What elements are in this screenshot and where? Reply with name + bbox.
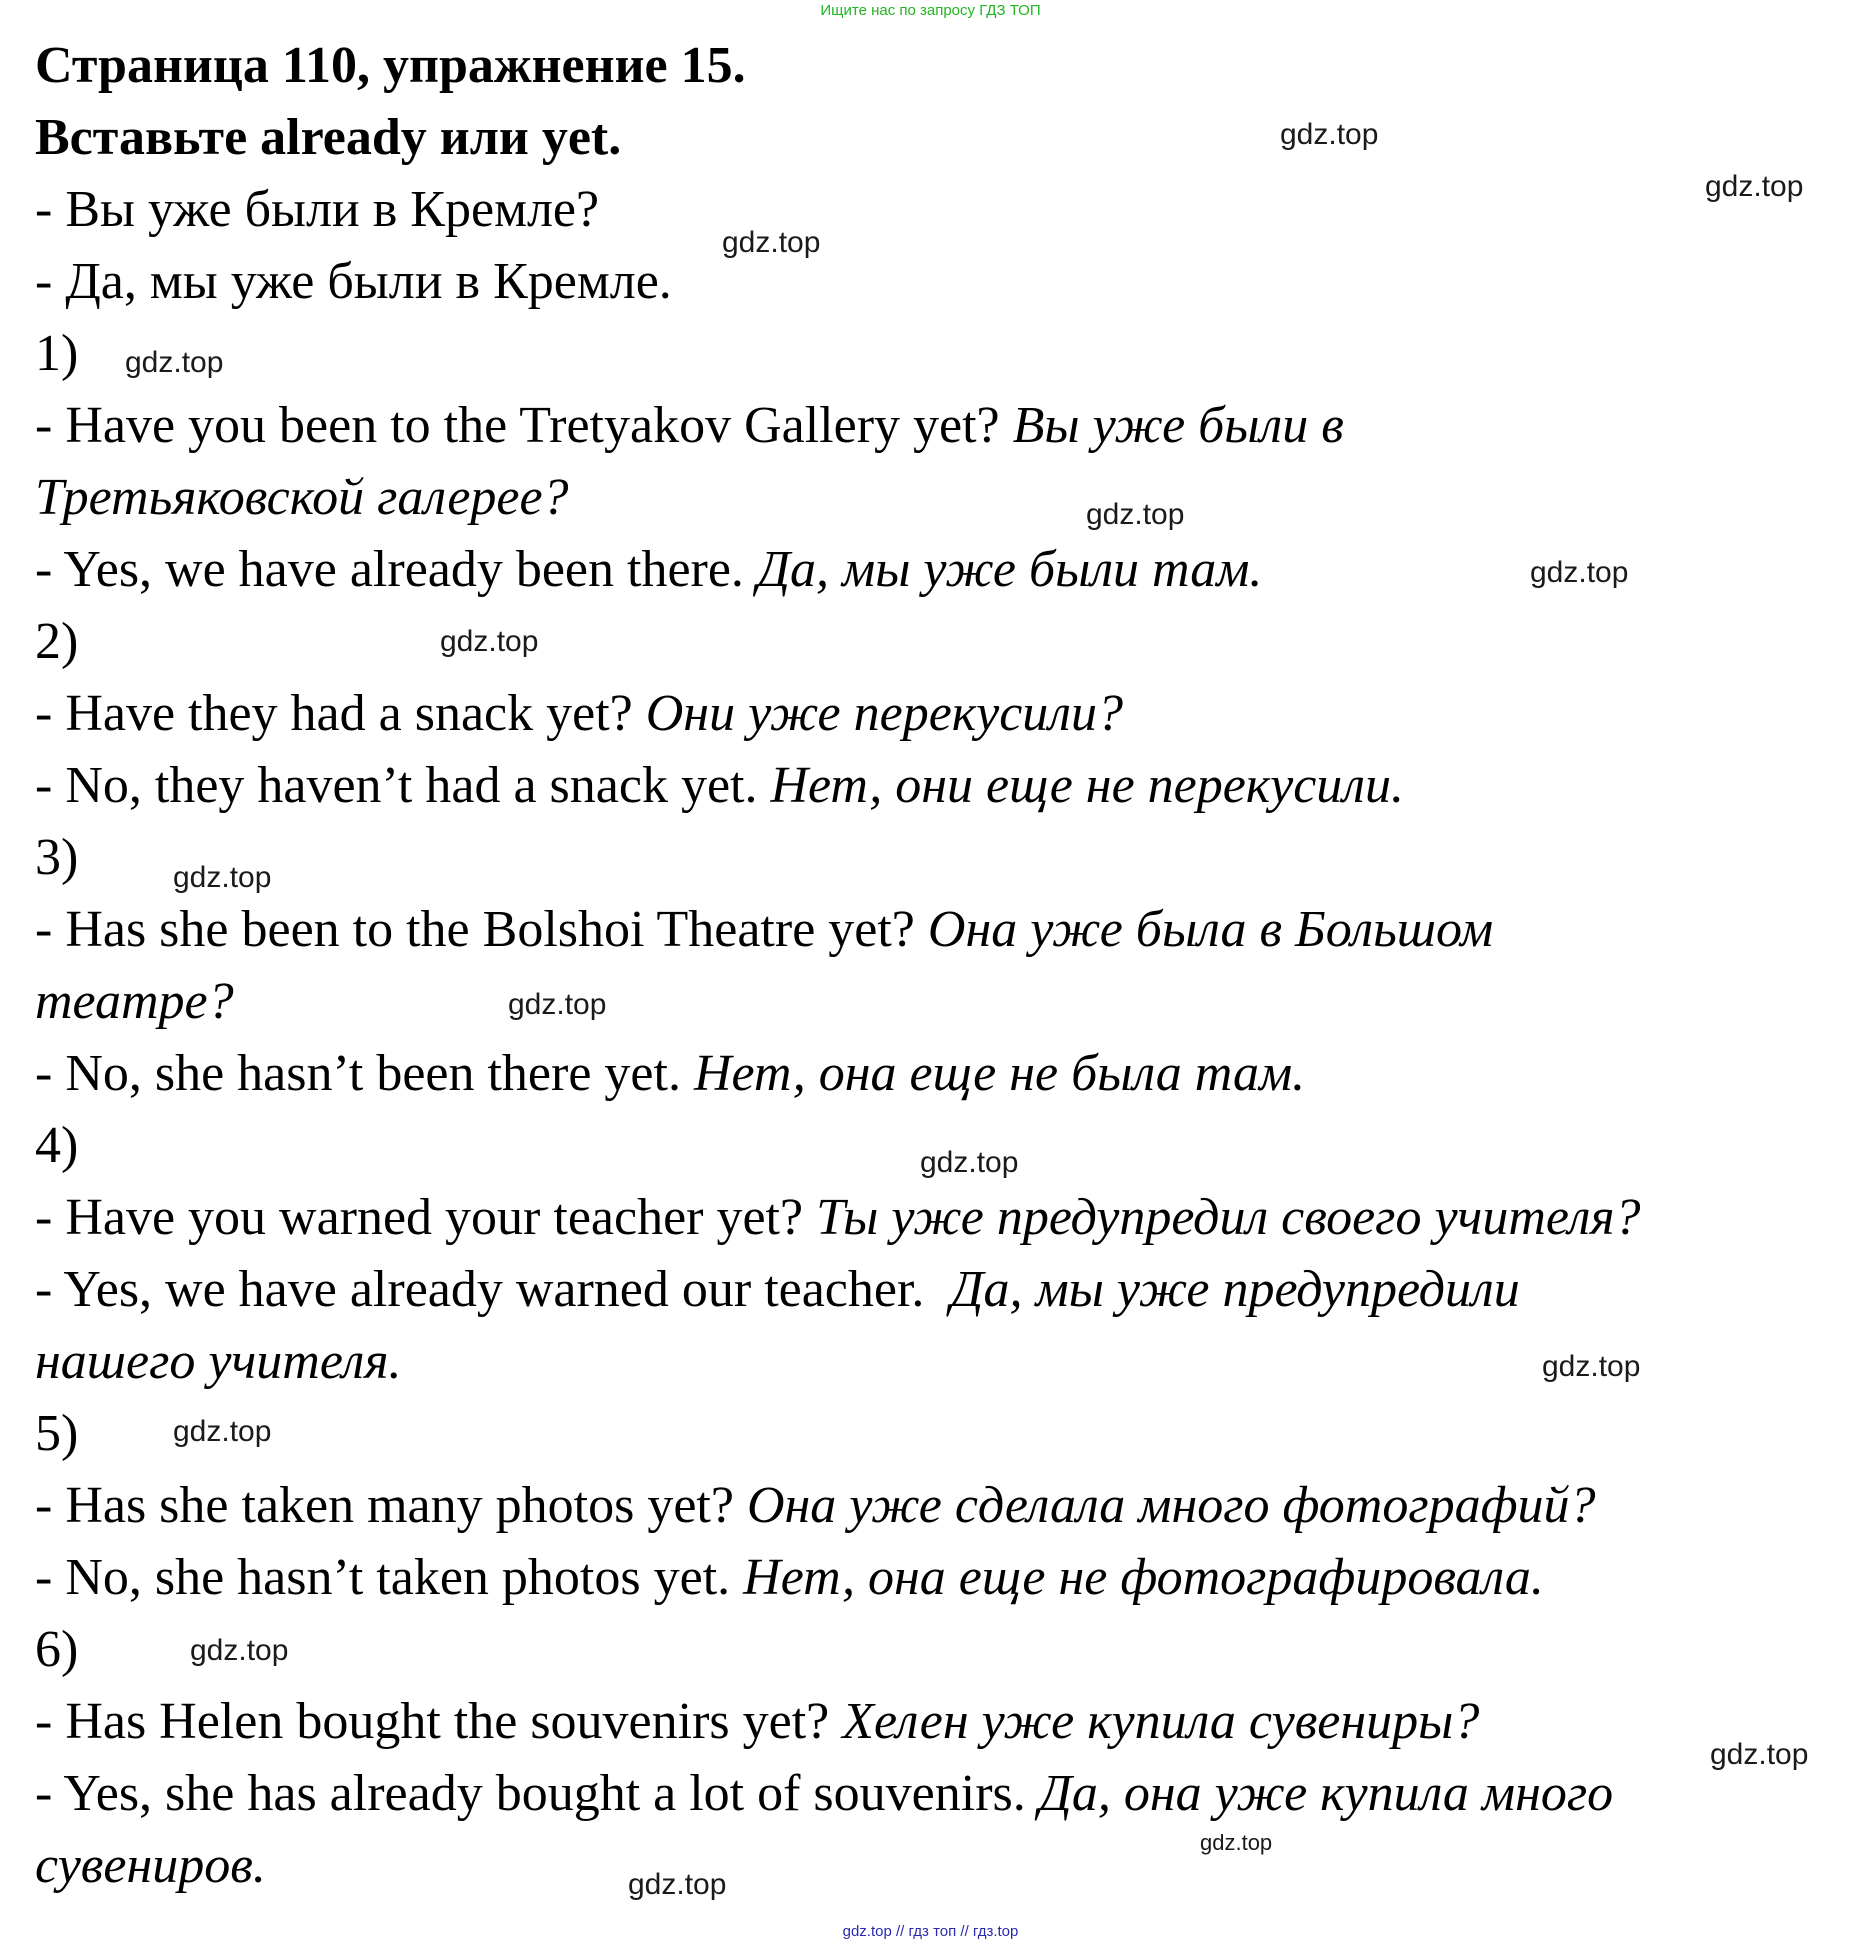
watermark-text: gdz.top: [1086, 498, 1185, 531]
example-answer: - Да, мы уже были в Кремле.: [35, 253, 672, 310]
question-line: [35, 1182, 1835, 1254]
question-ru: Она уже сделала много фотографий?: [746, 1477, 1596, 1534]
watermark-text: gdz.top: [440, 625, 539, 658]
question-en: - Have they had a snack yet?: [35, 685, 633, 742]
answer-en: - No, she hasn’t taken photos yet.: [35, 1549, 731, 1606]
watermark-text: gdz.top: [173, 861, 272, 894]
question-en: - Have you warned your teacher yet?: [35, 1189, 804, 1246]
question-ru-continued: Третьяковской галерее?: [35, 469, 569, 526]
instruction: Вставьте already или yet.: [35, 109, 622, 166]
example-question: - Вы уже были в Кремле?: [35, 181, 600, 238]
answer-ru-continued: нашего учителя.: [35, 1333, 402, 1390]
watermark-text: gdz.top: [1705, 170, 1804, 203]
question-line: [35, 1686, 1835, 1758]
page-title: Страница 110, упражнение 15.: [35, 37, 746, 94]
answer-line: [35, 1038, 1835, 1110]
item-number: 5): [35, 1405, 79, 1462]
answer-ru: Нет, она еще не фотографировала.: [743, 1549, 1544, 1606]
item-number: 4): [35, 1117, 79, 1174]
answer-line: [35, 750, 1835, 822]
footer-banner: gdz.top // гдз топ // гдз.top: [842, 1923, 1019, 1940]
answer-ru: Да, мы уже предупредили: [950, 1261, 1520, 1318]
answer-line: [35, 1758, 1835, 1830]
answer-ru: Да, мы уже были там.: [756, 541, 1263, 598]
question-ru: Она уже была в Большом: [927, 901, 1494, 958]
answer-ru: Нет, они еще не перекусили.: [770, 757, 1404, 814]
answer-en: - No, she hasn’t been there yet.: [35, 1045, 681, 1102]
question-en: - Has she taken many photos yet?: [35, 1477, 734, 1534]
item-number: 2): [35, 613, 79, 670]
watermark-text: gdz.top: [1280, 118, 1379, 151]
question-line: [35, 390, 1835, 462]
watermark-text: gdz.top: [173, 1415, 272, 1448]
question-ru: Ты уже предупредил своего учителя?: [816, 1189, 1641, 1246]
question-ru: Вы уже были в: [1012, 397, 1344, 454]
question-ru-continued: театре?: [35, 973, 234, 1030]
exercise-content: [35, 30, 1835, 1902]
watermark-text: gdz.top: [125, 346, 224, 379]
answer-en: - No, they haven’t had a snack yet.: [35, 757, 758, 814]
watermark-text: gdz.top: [1710, 1738, 1809, 1771]
watermark-text: gdz.top: [1530, 556, 1629, 589]
answer-ru: Нет, она еще не была там.: [693, 1045, 1306, 1102]
question-en: - Have you been to the Tretyakov Gallery yet?: [35, 397, 1000, 454]
question-ru: Хелен уже купила сувениры?: [842, 1693, 1480, 1750]
top-banner: Ищите нас по запросу ГДЗ ТОП: [820, 2, 1041, 19]
question-line: [35, 678, 1835, 750]
item-number: 1): [35, 325, 79, 382]
question-en: - Has Helen bought the souvenirs yet?: [35, 1693, 830, 1750]
answer-line: [35, 1254, 1835, 1326]
watermark-text: gdz.top: [1200, 1830, 1273, 1855]
watermark-text: gdz.top: [628, 1868, 727, 1901]
question-line: [35, 1470, 1835, 1542]
item-number: 3): [35, 829, 79, 886]
watermark-text: gdz.top: [920, 1146, 1019, 1179]
watermark-text: gdz.top: [1542, 1350, 1641, 1383]
answer-line: [35, 1542, 1835, 1614]
watermark-text: gdz.top: [722, 226, 821, 259]
watermark-text: gdz.top: [190, 1634, 289, 1667]
question-line: [35, 894, 1835, 966]
question-en: - Has she been to the Bolshoi Theatre yet?: [35, 901, 915, 958]
item-number: 6): [35, 1621, 79, 1678]
answer-en: - Yes, we have already warned our teacher.: [35, 1261, 925, 1318]
question-ru: Они уже перекусили?: [645, 685, 1123, 742]
answer-ru-continued: сувениров.: [35, 1837, 266, 1894]
answer-ru: Да, она уже купила много: [1038, 1765, 1614, 1822]
watermark-text: gdz.top: [508, 988, 607, 1021]
answer-en: - Yes, we have already been there.: [35, 541, 744, 598]
answer-en: - Yes, she has already bought a lot of souvenirs.: [35, 1765, 1026, 1822]
